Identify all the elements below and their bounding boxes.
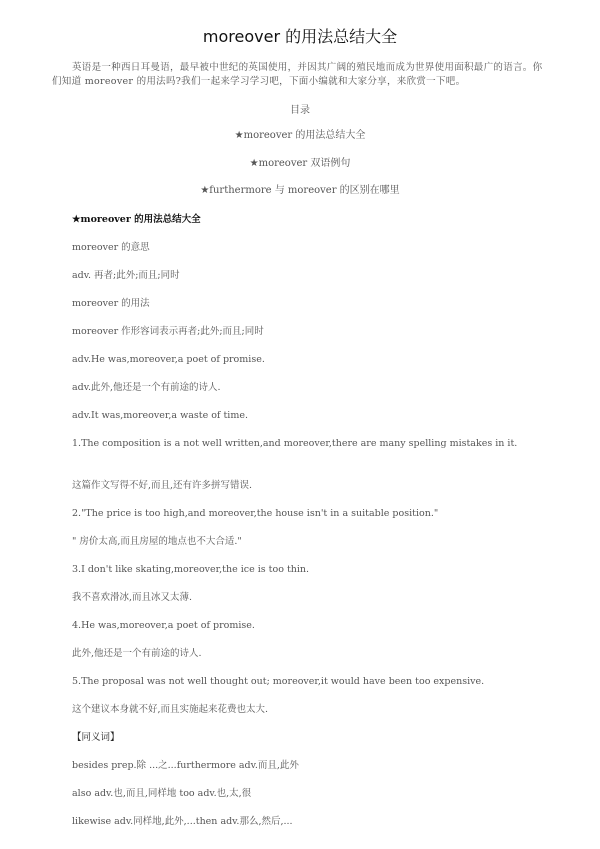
text-line: likewise adv.同样地,此外,...then adv.那么,然后,... xyxy=(72,816,293,827)
text-line: " 房价太高,而且房屋的地点也不大合适." xyxy=(72,536,242,547)
text-line: 2."The price is too high,and moreover,the house isn't in a suitable position." xyxy=(72,508,439,519)
text-line: 这个建议本身就不好,而且实施起来花费也太大. xyxy=(72,704,269,715)
section-heading: ★moreover 的用法总结大全 xyxy=(72,214,201,225)
page-title: moreover 的用法总结大全 xyxy=(202,27,398,46)
toc-heading: 目录 xyxy=(290,105,310,116)
text-line: adv. 再者;此外;而且;同时 xyxy=(72,270,180,281)
text-line: 5.The proposal was not well thought out; moreover,it would have been too expensive. xyxy=(72,676,485,687)
toc-link[interactable]: ★moreover 双语例句 xyxy=(249,157,351,169)
text-line: 我不喜欢滑冰,而且冰又太薄. xyxy=(72,592,193,603)
text-line: 4.He was,moreover,a poet of promise. xyxy=(72,620,255,631)
text-line: adv.It was,moreover,a waste of time. xyxy=(72,410,248,421)
table-of-contents xyxy=(0,129,600,212)
section-content xyxy=(52,213,548,843)
synonyms-heading: 【同义词】 xyxy=(72,732,120,743)
text-line: adv.He was,moreover,a poet of promise. xyxy=(72,354,265,365)
text-line: 3.I don't like skating,moreover,the ice is too thin. xyxy=(72,564,310,575)
text-line: besides prep.除 ...之...furthermore adv.而且,此外 xyxy=(72,760,299,771)
text-line: adv.此外,他还是一个有前途的诗人. xyxy=(72,382,221,393)
text-line: 1.The composition is a not well written,and moreover,there are many spelling mistakes in it. xyxy=(72,438,518,449)
text-line: 此外,他还是一个有前途的诗人. xyxy=(72,648,202,659)
toc-link[interactable]: ★moreover 的用法总结大全 xyxy=(234,130,366,141)
text-line: moreover 作形容词表示再者;此外;而且;同时 xyxy=(72,326,264,337)
toc-link[interactable]: ★furthermore 与 moreover 的区别在哪里 xyxy=(200,185,400,196)
text-line: 这篇作文写得不好,而且,还有许多拼写错误. xyxy=(72,480,253,491)
text-line: moreover 的用法 xyxy=(72,298,150,309)
text-line: moreover 的意思 xyxy=(72,242,150,253)
intro-paragraph: 英语是一种西日耳曼语，最早被中世纪的英国使用，并因其广阔的殖民地而成为世界使用面积最广的语言。你们知道 moreover 的用法吗?我们一起来学习学习吧，下面小编就和大家分享，来欣赏一下吧。 xyxy=(52,62,543,87)
text-line: also adv.也,而且,同样地 too adv.也,太,很 xyxy=(72,788,252,799)
